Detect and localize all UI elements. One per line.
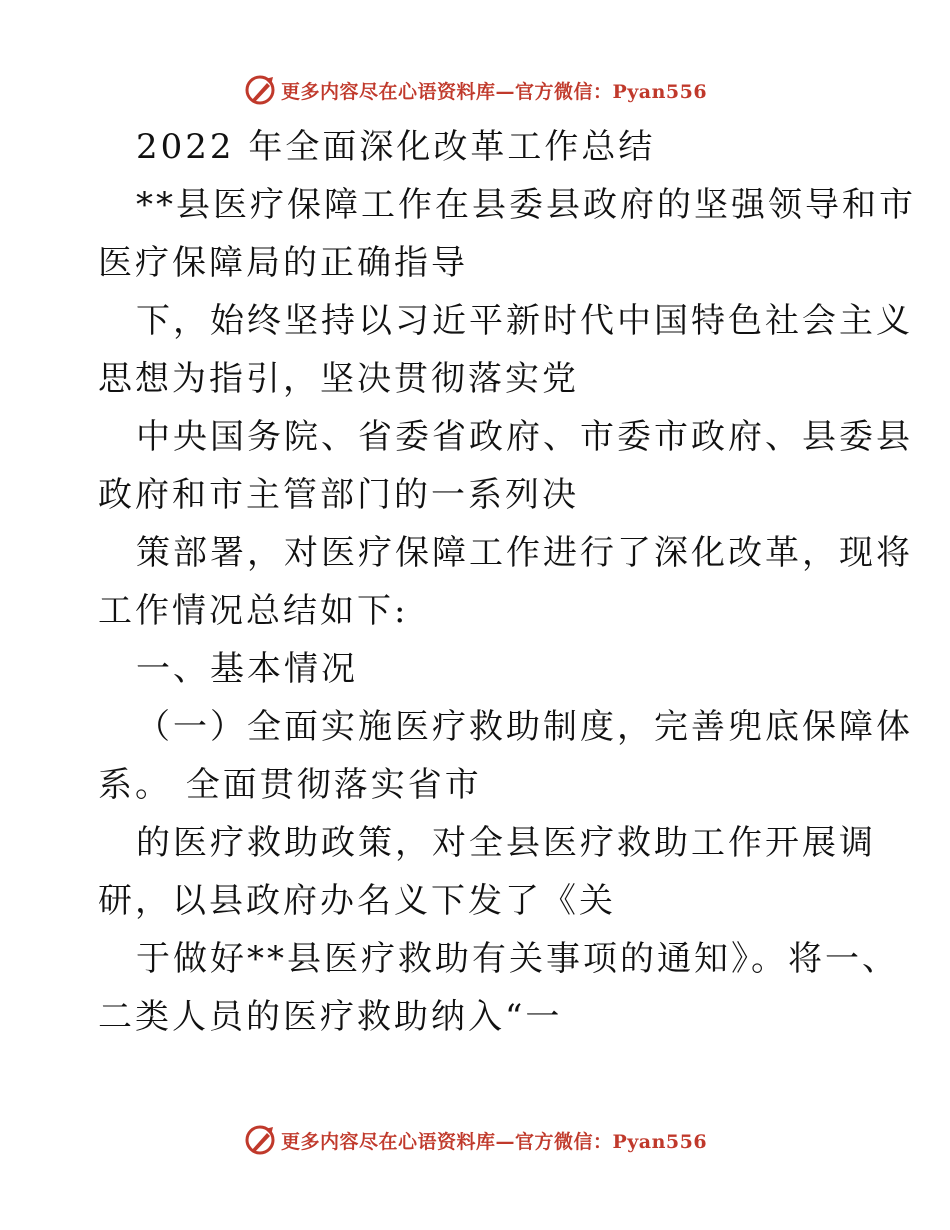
text-line: 系。 全面贯彻落实省市 <box>98 765 482 805</box>
text-line: 医疗保障局的正确指导 <box>98 243 468 283</box>
quill-seal-icon <box>243 1123 277 1157</box>
document-body <box>98 118 916 1046</box>
text-line: 政府和市主管部门的一系列决 <box>98 475 579 515</box>
text-line: 思想为指引，坚决贯彻落实党 <box>98 359 579 399</box>
text-line: （一）全面实施医疗救助制度，完善兜底保障体 <box>136 707 913 747</box>
text-line: **县医疗保障工作在县委县政府的坚强领导和市 <box>136 185 916 225</box>
text-line: 的医疗救助政策，对全县医疗救助工作开展调 <box>136 823 876 863</box>
text-line: 下，始终坚持以习近平新时代中国特色社会主义 <box>136 301 913 341</box>
text-line: 于做好**县医疗救助有关事项的通知》。将一、 <box>136 939 899 979</box>
text-line: 研，以县政府办名义下发了《关 <box>98 881 616 921</box>
watermark-text: 更多内容尽在心语资料库—官方微信：Pyan556 <box>280 80 708 103</box>
text-line: 一、基本情况 <box>136 649 358 689</box>
text-line: 策部署，对医疗保障工作进行了深化改革，现将 <box>136 533 913 573</box>
text-line: 2022 年全面深化改革工作总结 <box>136 127 656 167</box>
text-line: 二类人员的医疗救助纳入“一 <box>98 997 563 1037</box>
text-line: 工作情况总结如下: <box>98 591 409 631</box>
footer-watermark <box>0 1120 950 1160</box>
watermark-text: 更多内容尽在心语资料库—官方微信：Pyan556 <box>280 1130 708 1153</box>
quill-seal-icon <box>243 73 277 107</box>
header-watermark <box>0 70 950 110</box>
text-line: 中央国务院、省委省政府、市委市政府、县委县 <box>136 417 913 457</box>
